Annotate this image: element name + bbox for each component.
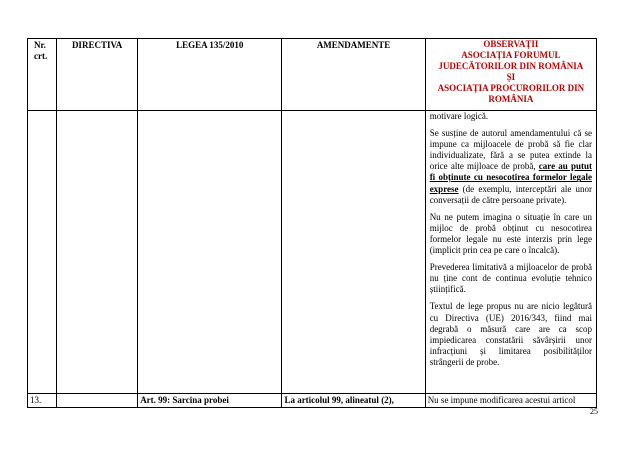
header-row <box>28 39 597 111</box>
cell-row13-directiva <box>57 394 138 408</box>
cell-directiva-empty <box>57 111 138 394</box>
header-directiva-label: DIRECTIVA <box>71 40 123 50</box>
cell-row13-nr: 13. <box>28 394 57 408</box>
cell-row13-observatii: Nu se impune modificarea acestui articol <box>425 394 596 408</box>
header-nr-line1: Nr. <box>34 40 46 50</box>
header-legea <box>138 39 282 111</box>
header-nr <box>28 39 57 111</box>
header-amendamente <box>282 39 425 111</box>
header-legea-label: LEGEA 135/2010 <box>176 40 244 50</box>
table-row-continuation <box>28 111 597 394</box>
cell-legea-empty <box>138 111 282 394</box>
table-row-13 <box>28 394 597 408</box>
header-obs-line5: ASOCIAȚIA PROCURORILOR DIN <box>437 83 585 93</box>
page-number: 25 <box>590 407 598 416</box>
obs-p2-text-a: Se susține de autorul amendamentului că se impune ca mijloacele de probă să fie clar individualizate, fără a se putea extinde la orice alte mijloace de probă, <box>429 128 592 172</box>
header-obs-line2: ASOCIAȚIA FORUMUL <box>461 50 561 60</box>
obs-paragraph-4: Prevederea limitativă a mijloacelor de probă nu ține cont de continua evoluție tehnico științifică. <box>429 262 592 295</box>
header-directiva <box>57 39 138 111</box>
header-nr-line2: crt. <box>34 51 48 61</box>
obs-paragraph-5: Textul de lege propus nu are nicio legătură cu Directiva (UE) 2016/343, fiind mai degrabă o măsură care are ca scop impiedicarea constatării săvârșirii unor infracțiuni și limitarea posibilităților strângerii de probe. <box>429 301 592 367</box>
cell-nr-empty <box>28 111 57 394</box>
obs-p2-emphasis: care au putut fi obținute cu nesocotirea formelor legale exprese <box>429 161 592 194</box>
header-obs-line3: JUDECĂTORILOR DIN ROMÂNIA <box>438 61 584 71</box>
header-amendamente-label: AMENDAMENTE <box>316 40 391 50</box>
comparison-table <box>27 38 597 408</box>
cell-row13-legea: Art. 99: Sarcina probei <box>138 394 282 408</box>
header-obs-line4: ȘI <box>506 72 516 82</box>
obs-paragraph-3: Nu ne putem imagina o situație în care un mijloc de probă obținut cu nesocotirea formelor legale nu este interzis prin lege (implicit prin cea pe care o încalcă). <box>429 211 592 256</box>
obs-p2-text-b: (de exemplu, interceptări ale unor conversații de către persoane private). <box>429 183 592 205</box>
obs-paragraph-1: motivare logică. <box>429 111 489 121</box>
obs-paragraph-2 <box>430 128 592 206</box>
header-observatii <box>425 39 596 111</box>
header-obs-line6: ROMÂNIA <box>488 94 534 104</box>
header-obs-line1: OBSERVAȚII <box>483 39 539 49</box>
cell-row13-amendamente: La articolul 99, alineatul (2), <box>282 394 425 408</box>
cell-observatii <box>425 111 596 394</box>
cell-amendamente-empty <box>282 111 425 394</box>
